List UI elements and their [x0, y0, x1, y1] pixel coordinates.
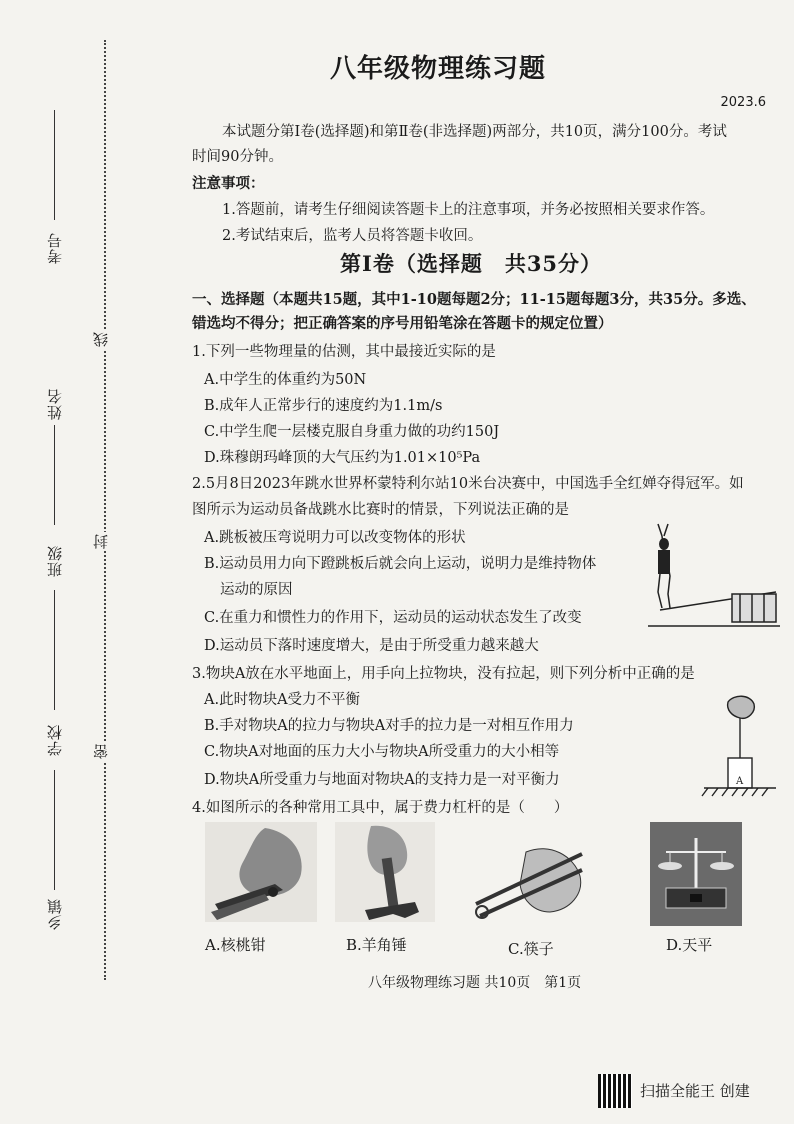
town-label: 乡镇 — [46, 898, 64, 930]
exam-date: 2023.6 — [720, 95, 766, 110]
school-field[interactable] — [54, 770, 55, 890]
question-2-option-a: A.跳板被压弯说明力可以改变物体的形状 — [204, 530, 466, 546]
tool-caption-b: B.羊角锤 — [346, 936, 407, 954]
notice-1: 1.答题前，请考生仔细阅读答题卡上的注意事项，并务必按照相关要求作答。 — [222, 202, 715, 218]
question-2-option-b-cont: 运动的原因 — [220, 582, 293, 598]
intro-line-1: 本试题分第Ⅰ卷(选择题)和第Ⅱ卷(非选择题)两部分，共10页，满分100分。考试 — [222, 124, 727, 140]
class-label: 班级 — [46, 545, 64, 577]
balance-scale-figure — [650, 822, 742, 926]
question-1-option-d: D.珠穆朗玛峰顶的大气压约为1.01×10⁵Pa — [204, 450, 481, 466]
question-3-option-a: A.此时物块A受力不平衡 — [204, 692, 361, 708]
question-1-stem: 1.下列一些物理量的估测，其中最接近实际的是 — [192, 344, 496, 360]
question-3-option-d: D.物块A所受重力与地面对物块A的支持力是一对平衡力 — [204, 772, 560, 788]
section-instr-1: 一、选择题（本题共15题，其中1-10题每题2分；11-15题每题3分，共35分。多选、 — [192, 291, 756, 308]
binding-margin — [0, 0, 120, 1000]
tool-caption-a: A.核桃钳 — [205, 936, 266, 954]
intro-line-2: 时间90分钟。 — [192, 149, 283, 165]
qr-code-icon — [598, 1074, 632, 1108]
chopsticks-figure — [470, 832, 588, 928]
question-2-stem-2: 图所示为运动员备战跳水比赛时的情景，下列说法正确的是 — [192, 502, 569, 518]
claw-hammer-figure — [335, 822, 435, 922]
question-1-option-a: A.中学生的体重约为50N — [204, 372, 367, 388]
exam-no-field[interactable] — [54, 110, 55, 220]
page-title: 八年级物理练习题 — [330, 54, 547, 84]
tool-caption-c: C.筷子 — [508, 940, 554, 958]
question-2-option-b: B.运动员用力向下蹬跳板后就会向上运动，说明力是维持物体 — [204, 556, 597, 572]
seal-feng: 封 — [92, 534, 110, 549]
binding-dotted-line — [104, 40, 106, 980]
diver-figure — [640, 522, 780, 630]
exam-no-label: 考号 — [46, 232, 64, 264]
question-3-option-b: B.手对物块A的拉力与物块A对手的拉力是一对相互作用力 — [204, 718, 574, 734]
question-2-stem-1: 2.5月8日2023年跳水世界杯蒙特利尔站10米台决赛中，中国选手全红婵夺得冠军。如 — [192, 476, 744, 492]
tool-caption-d: D.天平 — [666, 936, 713, 954]
seal-xian: 线 — [92, 332, 110, 347]
notice-title: 注意事项： — [192, 175, 265, 192]
section-instr-2: 错选均不得分；把正确答案的序号用铅笔涂在答题卡的规定位置） — [192, 315, 613, 332]
question-1-option-b: B.成年人正常步行的速度约为1.1m/s — [204, 398, 443, 414]
section-title: 第Ⅰ卷（选择题 共35分） — [340, 251, 603, 276]
question-2-option-c: C.在重力和惯性力的作用下，运动员的运动状态发生了改变 — [204, 610, 582, 626]
question-2-option-d: D.运动员下落时速度增大，是由于所受重力越来越大 — [204, 638, 539, 654]
notice-2: 2.考试结束后，监考人员将答题卡收回。 — [222, 228, 483, 244]
name-label: 姓名 — [46, 388, 64, 420]
question-3-option-c: C.物块A对地面的压力大小与物块A所受重力的大小相等 — [204, 744, 560, 760]
seal-mi: 密 — [92, 744, 110, 759]
school-label: 学校 — [46, 724, 64, 756]
block-label: A — [736, 776, 744, 787]
question-3-stem: 3.物块A放在水平地面上，用手向上拉物块，没有拉起，则下列分析中正确的是 — [192, 666, 695, 682]
question-4-stem: 4.如图所示的各种常用工具中，属于费力杠杆的是（ ） — [192, 800, 569, 816]
nutcracker-figure — [205, 822, 317, 922]
name-field[interactable] — [54, 425, 55, 525]
class-field[interactable] — [54, 590, 55, 710]
question-1-option-c: C.中学生爬一层楼克服自身重力做的功约150J — [204, 424, 500, 440]
page-footer: 八年级物理练习题 共10页 第1页 — [368, 975, 582, 991]
scanner-brand: 扫描全能王 创建 — [640, 1082, 750, 1100]
